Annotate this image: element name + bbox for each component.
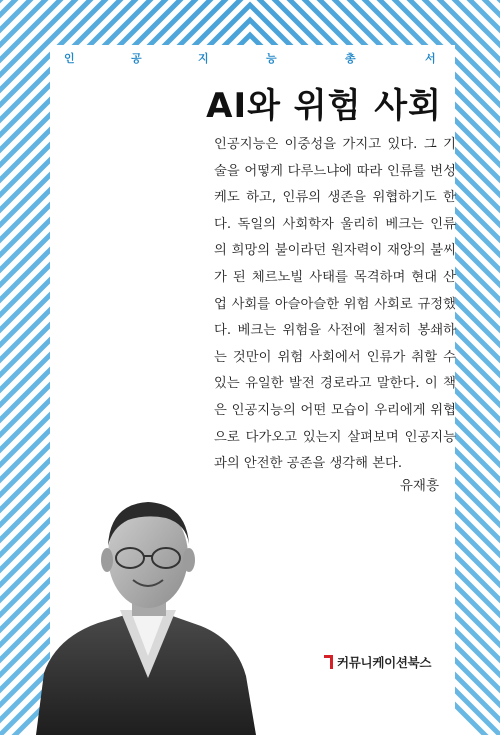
publisher-name: 커뮤니케이션북스	[337, 655, 432, 670]
series-char: 서	[425, 52, 436, 65]
series-char: 지	[198, 52, 209, 65]
series-char: 총	[345, 52, 356, 65]
book-description: 인공지능은 이중성을 가지고 있다. 그 기술을 어떻게 다루느냐에 따라 인류를 번성케도 하고, 인류의 생존을 위협하기도 한다. 독일의 사회학자 울리히 베크는 인류의 희망의 불이라던 원자력이 재앙의 불씨가 된 체르노빌 사태를 목격하며 현대 산업 사회를 아슬아슬한 위험 사회로 규정했다. 베크는 위험을 사전에 철저히 봉쇄하는 것만이 위험 사회에서 인류가 취할 수 있는 유일한 발전 경로라고 말한다. 이 책은 인공지능의 어떤 모습이 우리에게 위협으로 다가오고 있는지 살펴보며 인공지능과의 안전한 공존을 생각해 본다.	[214, 137, 456, 472]
publisher	[324, 653, 431, 671]
book-title: AI와 위험 사회	[206, 86, 442, 126]
author-photo	[36, 498, 256, 735]
series-label	[50, 50, 455, 66]
publisher-logo-icon	[324, 655, 333, 669]
series-char: 공	[131, 52, 142, 65]
author-name: 유재흥	[399, 478, 439, 494]
series-char: 능	[266, 52, 277, 65]
series-char: 인	[64, 52, 75, 65]
